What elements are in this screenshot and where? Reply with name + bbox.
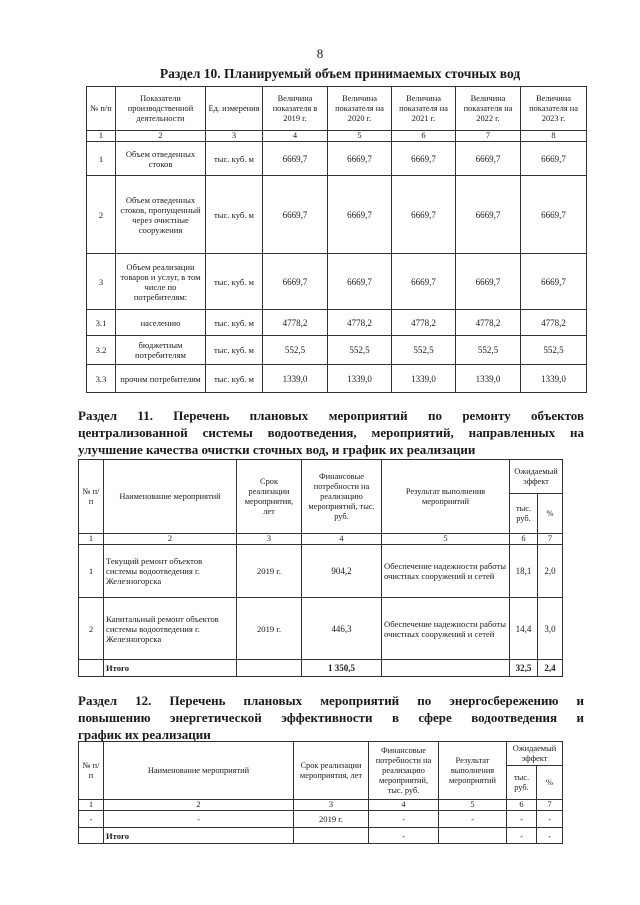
- section-11-title-line: централизованной системы водоотведения, мероприятий, направленных на: [78, 425, 584, 440]
- value-cell: 1339,0: [521, 365, 587, 393]
- index-cell: 4: [263, 131, 328, 142]
- section-12-title-line: график их реализации: [78, 727, 211, 742]
- header-cell: %: [538, 494, 563, 534]
- header-cell: Ожидаемый эффект: [507, 742, 563, 766]
- value-cell: 6669,7: [263, 254, 328, 310]
- row-number: 1: [79, 545, 104, 598]
- value-cell: 1339,0: [328, 365, 392, 393]
- indicator-name: прочим потребителям: [116, 365, 206, 393]
- term-cell: 2019 г.: [237, 598, 302, 660]
- header-cell: Результат выполнения мероприятий: [382, 460, 510, 534]
- value-cell: 552,5: [456, 336, 521, 365]
- row-number: 3.2: [87, 336, 116, 365]
- table-row: [79, 598, 563, 660]
- section-12-title-line: Раздел 12. Перечень плановых мероприятий по энергосбережению и: [78, 693, 584, 708]
- indicator-name: Объем реализации товаров и услуг, в том числе по потребителям:: [116, 254, 206, 310]
- table-row: [87, 176, 587, 254]
- section-11-title-line: улучшение качества очистки сточных вод, и график их реализации: [78, 442, 476, 457]
- header-cell: Показатели производственной деятельности: [116, 87, 206, 131]
- total-cell: [79, 660, 104, 677]
- indicator-name: Объем отведенных стоков, пропущенный через очистные сооружения: [116, 176, 206, 254]
- index-cell: 8: [521, 131, 587, 142]
- index-cell: 1: [79, 534, 104, 545]
- value-cell: 6669,7: [263, 176, 328, 254]
- header-cell: Величина показателя на 2022 г.: [456, 87, 521, 131]
- result-cell: -: [439, 811, 507, 828]
- section-11-table: [78, 459, 563, 677]
- header-cell: Ожидаемый эффект: [510, 460, 563, 494]
- index-cell: 1: [79, 800, 104, 811]
- section-12-title: [78, 692, 584, 743]
- index-cell: 3: [237, 534, 302, 545]
- unit-cell: тыс. куб. м: [206, 336, 263, 365]
- header-cell: Величина показателя на 2021 г.: [392, 87, 456, 131]
- table-row: [79, 811, 563, 828]
- result-cell: Обеспечение надежности работы очистных сооружений и сетей: [382, 545, 510, 598]
- index-cell: 7: [538, 534, 563, 545]
- effect-percent-cell: 3,0: [538, 598, 563, 660]
- value-cell: 6669,7: [328, 254, 392, 310]
- header-cell: Финансовые потребности на реализацию мероприятий, тыс. руб.: [369, 742, 439, 800]
- row-number: -: [79, 811, 104, 828]
- row-number: 3: [87, 254, 116, 310]
- total-effect-value: -: [507, 828, 537, 844]
- value-cell: 6669,7: [456, 254, 521, 310]
- value-cell: 6669,7: [456, 142, 521, 176]
- header-cell: Величина показателя на 2020 г.: [328, 87, 392, 131]
- value-cell: 4778,2: [521, 310, 587, 336]
- index-cell: 5: [439, 800, 507, 811]
- value-cell: 6669,7: [328, 176, 392, 254]
- value-cell: 552,5: [521, 336, 587, 365]
- header-cell: Срок реализации мероприятия, лет: [294, 742, 369, 800]
- table-row: [79, 545, 563, 598]
- table-row: [87, 365, 587, 393]
- section-10-table: [86, 86, 587, 393]
- finance-cell: 904,2: [302, 545, 382, 598]
- effect-value-cell: -: [507, 811, 537, 828]
- header-cell: Величина показателя на 2023 г.: [521, 87, 587, 131]
- total-finance: 1 350,5: [302, 660, 382, 677]
- total-label: Итого: [104, 828, 294, 844]
- effect-percent-cell: -: [537, 811, 563, 828]
- row-number: 3.1: [87, 310, 116, 336]
- value-cell: 552,5: [328, 336, 392, 365]
- header-cell: Срок реализации мероприятия, лет: [237, 460, 302, 534]
- activity-name: -: [104, 811, 294, 828]
- total-finance: -: [369, 828, 439, 844]
- effect-percent-cell: 2,0: [538, 545, 563, 598]
- finance-cell: -: [369, 811, 439, 828]
- index-cell: 3: [206, 131, 263, 142]
- activity-name: Текущий ремонт объектов системы водоотведения г. Железногорска: [104, 545, 237, 598]
- header-cell: тыс. руб.: [510, 494, 538, 534]
- header-cell: тыс. руб.: [507, 766, 537, 800]
- value-cell: 4778,2: [456, 310, 521, 336]
- index-cell: 6: [392, 131, 456, 142]
- indicator-name: Объем отведенных стоков: [116, 142, 206, 176]
- value-cell: 6669,7: [521, 254, 587, 310]
- header-cell: № п/п: [79, 460, 104, 534]
- value-cell: 1339,0: [263, 365, 328, 393]
- unit-cell: тыс. куб. м: [206, 310, 263, 336]
- activity-name: Капитальный ремонт объектов системы водоотведения г. Железногорска: [104, 598, 237, 660]
- table-row: [87, 336, 587, 365]
- index-cell: 7: [537, 800, 563, 811]
- table-row: [87, 142, 587, 176]
- value-cell: 552,5: [392, 336, 456, 365]
- index-cell: 2: [104, 534, 237, 545]
- value-cell: 6669,7: [392, 142, 456, 176]
- table-row: [87, 310, 587, 336]
- total-effect-percent: 2,4: [538, 660, 563, 677]
- value-cell: 4778,2: [392, 310, 456, 336]
- total-row: [79, 660, 563, 677]
- index-cell: 3: [294, 800, 369, 811]
- row-number: 2: [79, 598, 104, 660]
- total-cell: [237, 660, 302, 677]
- finance-cell: 446,3: [302, 598, 382, 660]
- header-cell: Наименование мероприятий: [104, 742, 294, 800]
- header-cell: Финансовые потребности на реализацию мероприятий, тыс. руб.: [302, 460, 382, 534]
- index-cell: 2: [104, 800, 294, 811]
- index-cell: 2: [116, 131, 206, 142]
- header-cell: Наименование мероприятий: [104, 460, 237, 534]
- unit-cell: тыс. куб. м: [206, 176, 263, 254]
- row-number: 1: [87, 142, 116, 176]
- section-11-title-line: Раздел 11. Перечень плановых мероприятий по ремонту объектов: [78, 408, 584, 423]
- value-cell: 6669,7: [392, 254, 456, 310]
- term-cell: 2019 г.: [237, 545, 302, 598]
- total-cell: [79, 828, 104, 844]
- total-cell: [294, 828, 369, 844]
- section-12-title-line: повышению энергетической эффективности в сфере водоотведения и: [78, 710, 584, 725]
- value-cell: 6669,7: [392, 176, 456, 254]
- row-number: 2: [87, 176, 116, 254]
- value-cell: 1339,0: [392, 365, 456, 393]
- index-cell: 5: [328, 131, 392, 142]
- index-cell: 7: [456, 131, 521, 142]
- header-cell: Результат выполнения мероприятий: [439, 742, 507, 800]
- unit-cell: тыс. куб. м: [206, 254, 263, 310]
- total-row: [79, 828, 563, 844]
- header-cell: Ед. измерения: [206, 87, 263, 131]
- page-number: 8: [316, 46, 324, 61]
- total-label: Итого: [104, 660, 237, 677]
- value-cell: 6669,7: [328, 142, 392, 176]
- index-cell: 4: [302, 534, 382, 545]
- value-cell: 6669,7: [263, 142, 328, 176]
- index-cell: 5: [382, 534, 510, 545]
- unit-cell: тыс. куб. м: [206, 365, 263, 393]
- value-cell: 1339,0: [456, 365, 521, 393]
- total-effect-percent: -: [537, 828, 563, 844]
- value-cell: 4778,2: [263, 310, 328, 336]
- row-number: 3.3: [87, 365, 116, 393]
- total-cell: [439, 828, 507, 844]
- unit-cell: тыс. куб. м: [206, 142, 263, 176]
- section-11-title: [78, 407, 584, 458]
- section-10-title: Раздел 10. Планируемый объем принимаемых сточных вод: [159, 66, 521, 81]
- index-cell: 4: [369, 800, 439, 811]
- index-cell: 1: [87, 131, 116, 142]
- value-cell: 6669,7: [521, 142, 587, 176]
- indicator-name: населению: [116, 310, 206, 336]
- value-cell: 4778,2: [328, 310, 392, 336]
- indicator-name: бюджетным потребителям: [116, 336, 206, 365]
- effect-value-cell: 18,1: [510, 545, 538, 598]
- index-cell: 6: [510, 534, 538, 545]
- header-cell: № п/п: [79, 742, 104, 800]
- section-12-table: [78, 741, 563, 844]
- result-cell: Обеспечение надежности работы очистных сооружений и сетей: [382, 598, 510, 660]
- table-row: [87, 254, 587, 310]
- value-cell: 6669,7: [521, 176, 587, 254]
- value-cell: 552,5: [263, 336, 328, 365]
- total-cell: [382, 660, 510, 677]
- effect-value-cell: 14,4: [510, 598, 538, 660]
- total-effect-value: 32,5: [510, 660, 538, 677]
- header-cell: № п/п: [87, 87, 116, 131]
- value-cell: 6669,7: [456, 176, 521, 254]
- header-cell: Величина показателя в 2019 г.: [263, 87, 328, 131]
- index-cell: 6: [507, 800, 537, 811]
- term-cell: 2019 г.: [294, 811, 369, 828]
- header-cell: %: [537, 766, 563, 800]
